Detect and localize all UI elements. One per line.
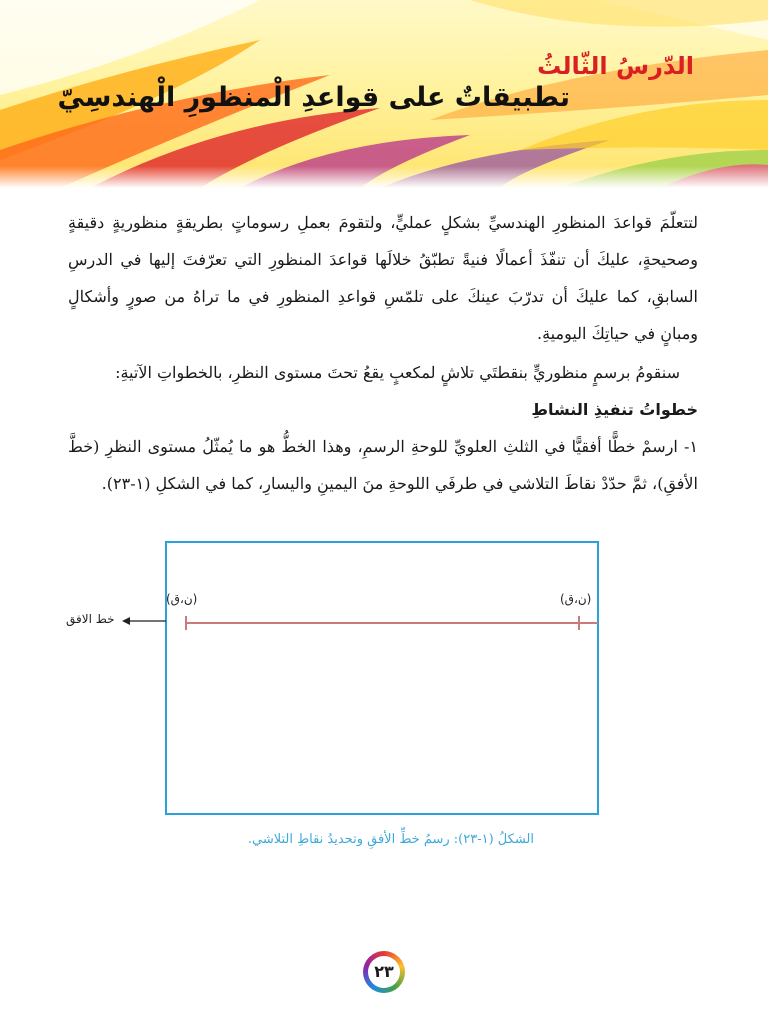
lesson-number: الدّرسُ الثّالثُ bbox=[537, 52, 694, 80]
lesson-title: تطبيقاتٌ على قواعدِ الْمنظورِ الْهندسِيّ bbox=[57, 82, 570, 113]
banner-fade bbox=[0, 166, 768, 188]
vanishing-point-left-label: (ن،ق) bbox=[166, 592, 198, 606]
vanishing-point-right-label: (ن،ق) bbox=[560, 592, 592, 606]
horizon-line-label: خط الافق bbox=[66, 612, 115, 626]
arrow-left-icon bbox=[122, 612, 166, 630]
activity-intro: سنقومُ برسمٍ منظوريٍّ بنقطتَي تلاشٍ لمكعبٍ يقعُ تحتَ مستوى النظرِ، بالخطواتِ الآتيةِ: bbox=[115, 363, 680, 382]
intro-paragraph: لتتعلّمَ قواعدَ المنظورِ الهندسيِّ بشكلٍ عمليٍّ، ولتقومَ بعملِ رسوماتٍ بطريقةٍ منظوريةٍ دقيقةٍ وصحيحةٍ، عليكَ أن تنفّذَ أعمالًا فنيةً تطبّقُ خلالَها قواعدَ المنظورِ التي تعرّفتَ إليها في الدرسِ السابقِ، كما عليكَ أن تدرّبَ عينكَ على تلمّسِ قواعدِ المنظورِ في ما تراهُ من صورٍ وأشكالٍ ومبانٍ في حياتِكَ اليوميةِ. bbox=[68, 213, 698, 343]
vanishing-point-right-tick bbox=[578, 616, 580, 630]
figure-frame bbox=[165, 541, 599, 815]
figure-caption: الشكلُ (١-٢٣): رسمُ خطِّ الأفقِ وتحديدُ نقاطِ التلاشي. bbox=[247, 832, 534, 847]
horizon-line bbox=[185, 622, 598, 624]
steps-heading: خطواتُ تنفيذِ النشاطِ bbox=[531, 400, 698, 419]
lesson-content bbox=[68, 204, 698, 502]
vanishing-point-left-tick bbox=[185, 616, 187, 630]
step-1: ١- ارسمْ خطًّا أفقيًّا في الثلثِ العلويِّ للوحةِ الرسمِ، وهذا الخطُّ هو ما يُمثّلُ مستوى النظرِ (خطَّ الأفقِ)، ثمَّ حدّدْ نقاطَ التلاشي في طرفَي اللوحةِ منَ اليمينِ واليسارِ، كما في الشكلِ (١-٢٣). bbox=[68, 437, 698, 493]
page-number: ٢٣ bbox=[368, 956, 400, 988]
